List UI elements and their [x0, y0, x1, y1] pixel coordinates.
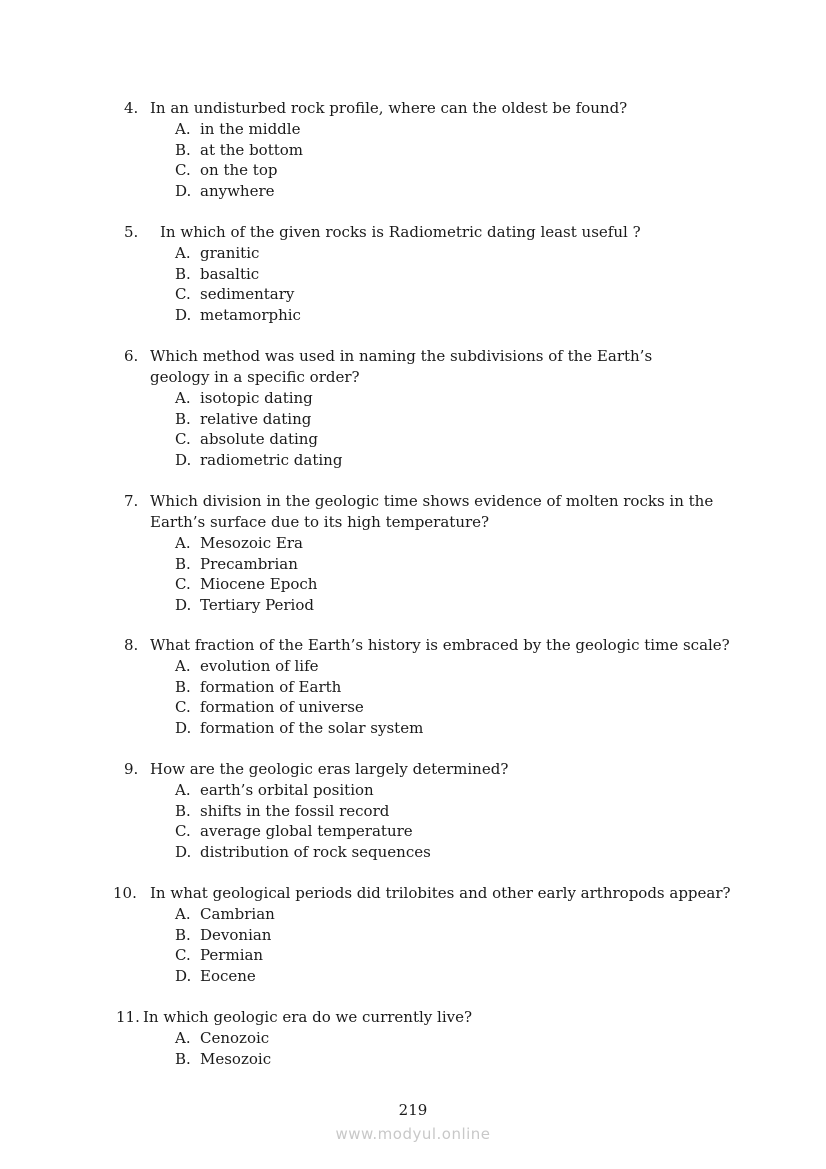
question-stem-continued [150, 512, 713, 533]
stem-line: In an undisturbed rock profile, where can the oldest be found? [150, 99, 628, 117]
options-list [175, 780, 508, 863]
question-5 [124, 222, 641, 326]
option-c[interactable]: C. formation of universe [175, 698, 364, 717]
option-c[interactable]: C. sedimentary [175, 285, 295, 304]
option-d[interactable]: D. Tertiary Period [175, 596, 314, 615]
option-d[interactable]: D. metamorphic [175, 306, 301, 325]
page-number: 219 [398, 1101, 428, 1119]
options-list [175, 656, 730, 739]
option-d[interactable]: D. Eocene [175, 967, 256, 986]
question-stem [124, 635, 730, 656]
question-9 [124, 759, 508, 863]
option-a[interactable]: A. Cenozoic [175, 1029, 270, 1047]
stem-line: In what geological periods did trilobites and other early arthropods appear? [150, 884, 731, 902]
question-number: 10. [113, 884, 137, 902]
option-b[interactable]: B. basaltic [175, 264, 260, 283]
options-list [175, 1028, 472, 1069]
option-d[interactable]: D. anywhere [175, 182, 275, 201]
question-number: 11. [116, 1008, 140, 1026]
option-b[interactable]: B. Precambrian [175, 554, 298, 573]
stem-line: What fraction of the Earth’s history is embraced by the geologic time scale? [150, 636, 730, 654]
option-a[interactable]: A. granitic [175, 244, 260, 262]
stem-line: How are the geologic eras largely determined? [150, 760, 509, 778]
question-10 [113, 883, 731, 987]
question-stem-continued [150, 367, 652, 388]
options-list [175, 388, 652, 471]
option-c[interactable]: C. average global temperature [175, 822, 413, 841]
option-c[interactable]: C. absolute dating [175, 430, 319, 449]
question-stem [116, 1007, 472, 1028]
question-stem [124, 491, 713, 512]
options-list [175, 904, 731, 987]
question-number: 7. [124, 492, 139, 510]
question-number: 6. [124, 347, 139, 365]
question-6 [124, 346, 652, 471]
question-stem [124, 98, 627, 119]
stem-line: Which method was used in naming the subdivisions of the Earth’s [150, 347, 653, 365]
question-7 [124, 491, 713, 616]
options-list [175, 533, 713, 616]
question-stem [124, 759, 508, 780]
option-d[interactable]: D. formation of the solar system [175, 719, 424, 738]
option-b[interactable]: B. relative dating [175, 409, 312, 428]
option-d[interactable]: D. distribution of rock sequences [175, 843, 431, 862]
option-a[interactable]: A. Cambrian [175, 905, 275, 923]
watermark: www.modyul.online [335, 1125, 491, 1143]
option-b[interactable]: B. formation of Earth [175, 677, 342, 696]
option-a[interactable]: A. in the middle [175, 120, 301, 138]
stem-line: In which geologic era do we currently live? [143, 1008, 473, 1026]
option-b[interactable]: B. Mesozoic [175, 1049, 272, 1068]
options-list [175, 243, 641, 326]
option-d[interactable]: D. radiometric dating [175, 451, 343, 470]
option-a[interactable]: A. Mesozoic Era [175, 534, 303, 552]
question-stem [113, 883, 731, 904]
stem-line: Earth’s surface due to its high temperature? [150, 513, 490, 531]
option-c[interactable]: C. Permian [175, 946, 264, 965]
options-list [175, 119, 627, 202]
question-number: 5. [124, 223, 139, 241]
question-11 [116, 1007, 472, 1069]
stem-line: In which of the given rocks is Radiometric dating least useful ? [160, 223, 641, 241]
option-b[interactable]: B. shifts in the fossil record [175, 801, 390, 820]
option-a[interactable]: A. earth’s orbital position [175, 781, 374, 799]
option-a[interactable]: A. evolution of life [175, 657, 319, 675]
stem-line: Which division in the geologic time shows evidence of molten rocks in the [150, 492, 714, 510]
option-a[interactable]: A. isotopic dating [175, 389, 313, 407]
question-stem [124, 222, 641, 243]
question-number: 9. [124, 760, 139, 778]
question-number: 4. [124, 99, 139, 117]
question-8 [124, 635, 730, 739]
question-4 [124, 98, 627, 202]
question-stem [124, 346, 652, 367]
question-number: 8. [124, 636, 139, 654]
option-b[interactable]: B. Devonian [175, 925, 272, 944]
option-b[interactable]: B. at the bottom [175, 140, 304, 159]
stem-line: geology in a specific order? [150, 368, 360, 386]
option-c[interactable]: C. on the top [175, 161, 278, 180]
option-c[interactable]: C. Miocene Epoch [175, 575, 318, 594]
